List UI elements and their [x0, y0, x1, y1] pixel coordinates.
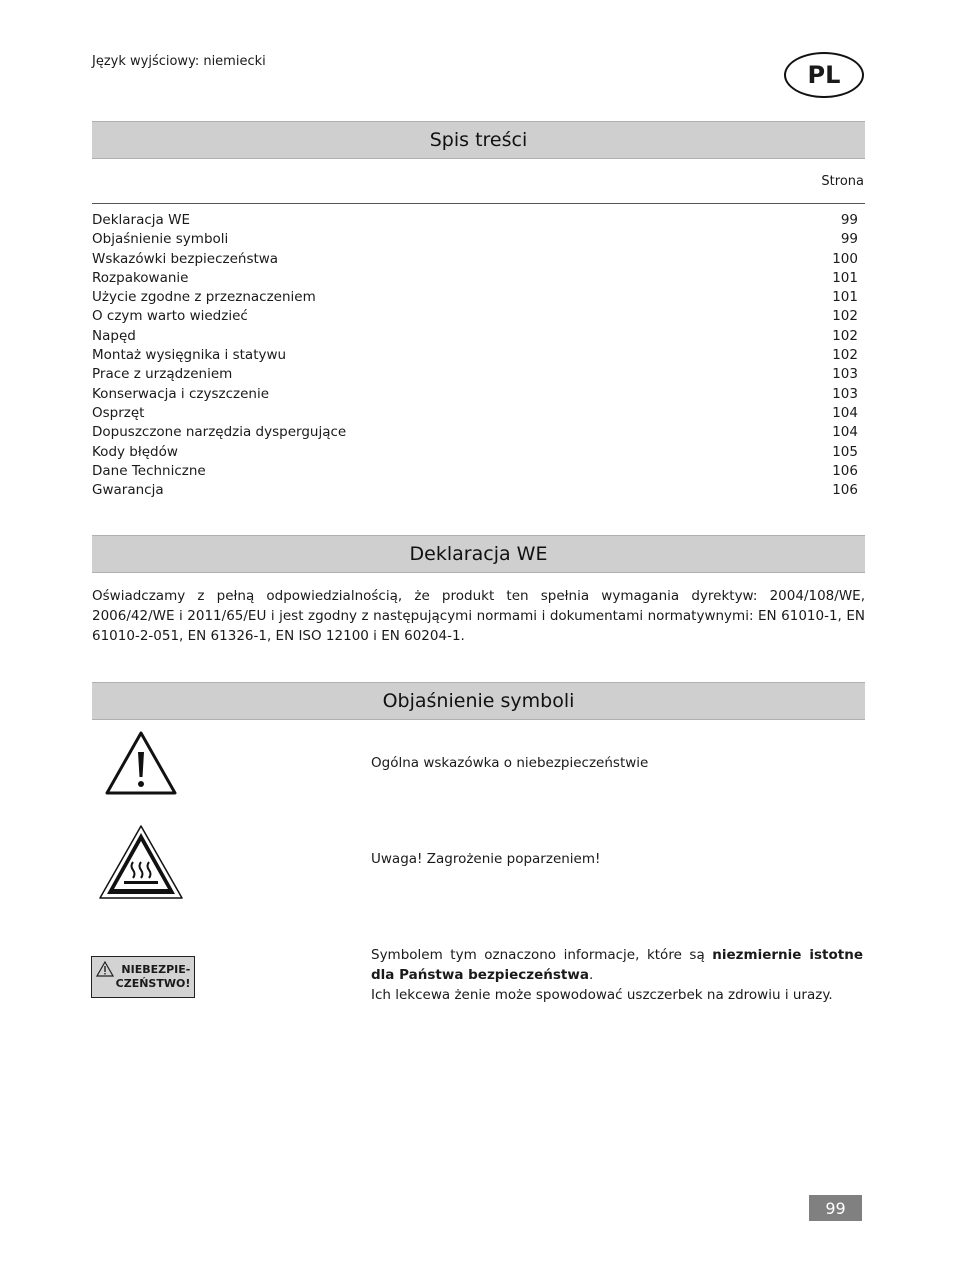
toc-entry-page: 99 — [840, 212, 858, 228]
toc-entry-label: Dane Techniczne — [92, 462, 206, 479]
hot-surface-icon — [98, 824, 184, 900]
toc-entry — [92, 404, 858, 423]
toc-page-column-label: Strona — [821, 174, 864, 189]
toc-list — [92, 211, 858, 500]
danger-description — [371, 945, 863, 1005]
source-language-note: Język wyjściowy: niemiecki — [92, 54, 266, 69]
toc-entry-label: O czym warto wiedzieć — [92, 308, 248, 325]
toc-entry — [92, 288, 858, 307]
declaration-heading: Deklaracja WE — [92, 535, 865, 573]
toc-entry-page: 105 — [832, 443, 858, 460]
declaration-text: Oświadczamy z pełną odpowiedzialnością, że produkt ten spełnia wymagania dyrektyw: 2004/108/WE, 2006/42/WE i 2011/65/EU i jest zgodny z następującymi normami i dokumentami normatywnymi: EN 61010-1, EN 61010-2-051, EN 61326-1, EN ISO 12100 i EN 60204-1. — [92, 588, 865, 644]
symbols-heading: Objaśnienie symboli — [92, 682, 865, 720]
danger-label — [91, 956, 195, 998]
toc-entry — [92, 385, 858, 404]
toc-entry-label: Rozpakowanie — [92, 269, 189, 286]
toc-entry-page: 99 — [840, 231, 858, 248]
toc-entry-label: Osprzęt — [92, 404, 145, 421]
toc-entry-page: 104 — [832, 404, 858, 421]
toc-entry-label: Konserwacja i czyszczenie — [92, 385, 270, 402]
toc-entry-label: Prace z urządzeniem — [92, 366, 233, 383]
toc-entry — [92, 327, 858, 346]
toc-entry-page: 102 — [832, 347, 858, 364]
toc-entry-page: 101 — [832, 289, 858, 306]
toc-entry-page: 106 — [832, 462, 858, 479]
toc-entry-label: Dopuszczone narzędzia dyspergujące — [92, 424, 347, 441]
toc-entry — [92, 269, 858, 288]
toc-entry-page: 106 — [832, 482, 858, 499]
toc-entry-page: 103 — [832, 385, 858, 402]
toc-entry — [92, 423, 858, 442]
toc-entry-label: Napęd — [92, 327, 136, 344]
page-number: 99 — [809, 1195, 862, 1221]
toc-entry-page: 100 — [832, 250, 858, 267]
toc-entry-label: Objaśnienie symboli — [92, 231, 229, 248]
general-warning-icon — [104, 730, 178, 796]
toc-entry — [92, 462, 858, 481]
toc-entry-label: Montaż wysięgnika i statywu — [92, 347, 287, 364]
toc-entry-label: Deklaracja WE — [92, 212, 190, 228]
language-badge: PL — [784, 52, 864, 98]
toc-entry — [92, 230, 858, 249]
toc-entry-page: 103 — [832, 366, 858, 383]
toc-entry-label: Gwarancja — [92, 482, 164, 499]
toc-entry-label: Użycie zgodne z przeznaczeniem — [92, 289, 316, 306]
danger-label-line2: CZEŃSTWO! — [115, 977, 191, 990]
toc-entry — [92, 211, 858, 230]
danger-text-start: Symbolem tym oznaczono informacje, które są — [371, 947, 713, 963]
warning-triangle-icon — [96, 961, 114, 977]
burn-warning-text: Uwaga! Zagrożenie poparzeniem! — [371, 851, 601, 867]
general-warning-text: Ogólna wskazówka o niebezpieczeństwie — [371, 755, 649, 771]
toc-entry-label: Wskazówki bezpieczeństwa — [92, 250, 279, 267]
toc-entry — [92, 443, 858, 462]
danger-label-line1: NIEBEZPIE- — [121, 963, 191, 976]
toc-entry-page: 102 — [832, 308, 858, 325]
danger-text-line2: Ich lekcewa żenie może spowodować uszczerbek na zdrowiu i urazy. — [371, 987, 833, 1003]
toc-entry-page: 102 — [832, 327, 858, 344]
toc-entry — [92, 481, 858, 500]
toc-entry — [92, 307, 858, 326]
toc-entry-label: Kody błędów — [92, 443, 178, 460]
toc-heading: Spis treści — [92, 121, 865, 159]
toc-entry — [92, 250, 858, 269]
toc-entry — [92, 365, 858, 384]
danger-text-bold: niezmiernie istotne dla Państwa bezpieczeństwa — [371, 947, 864, 983]
toc-entry-page: 101 — [832, 269, 858, 286]
toc-entry — [92, 346, 858, 365]
toc-divider — [92, 203, 865, 204]
danger-text-end: . — [588, 967, 594, 983]
toc-entry-page: 104 — [832, 424, 858, 441]
